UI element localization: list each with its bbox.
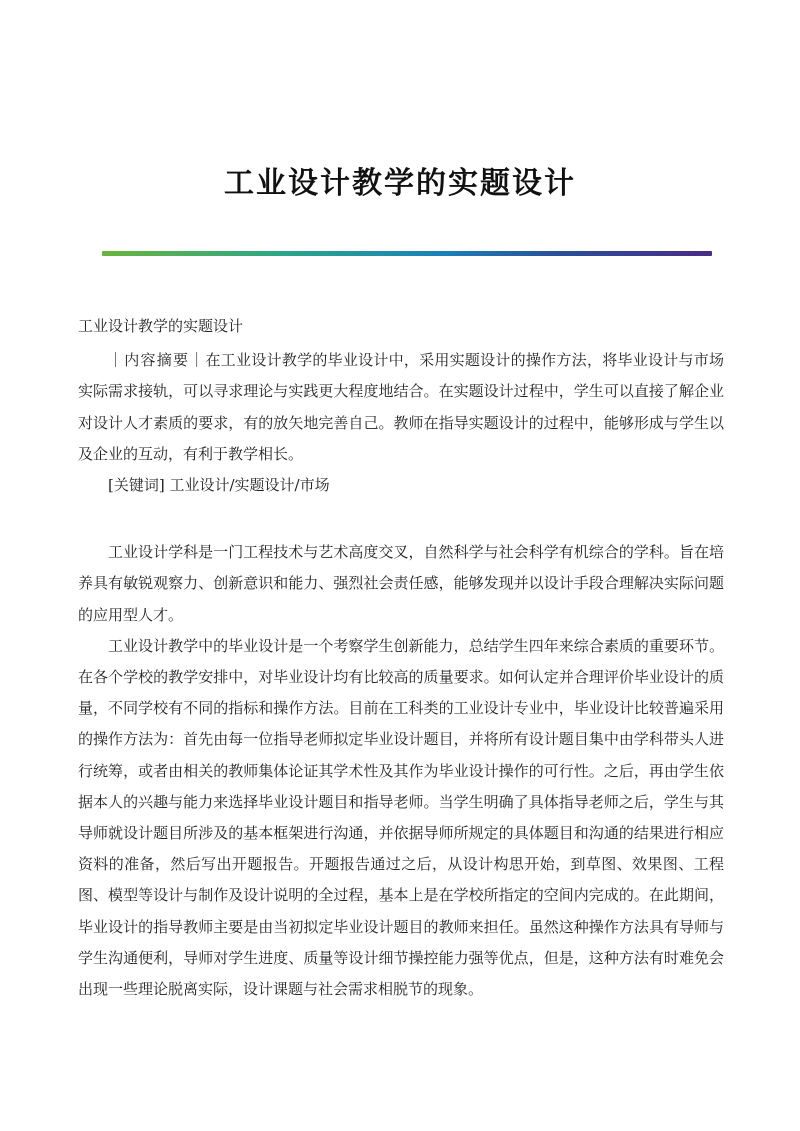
abstract-text: 在工业设计教学的毕业设计中，采用实题设计的操作方法，将毕业设计与市场实际需求接轨，可以寻求理论与实践更大程度地结合。在实题设计过程中，学生可以直接了解企业对设计人才素质的要求，有的放矢地完善自己。教师在指导实题设计的过程中，能够形成与学生以及企业的互动，有利于教学相长。 (78, 351, 724, 463)
abstract-label: ｜内容摘要｜ (108, 351, 206, 370)
keywords-paragraph (78, 470, 724, 501)
body-paragraph-2: 工业设计教学中的毕业设计是一个考察学生创新能力，总结学生四年来综合素质的重要环节。在各个学校的教学安排中，对毕业设计均有比较高的质量要求。如何认定并合理评价毕业设计的质量，不同学校有不同的指标和操作方法。目前在工科类的工业设计专业中，毕业设计比较普遍采用的操作方法为：首先由每一位指导老师拟定毕业设计题目，并将所有设计题目集中由学科带头人进行统筹，或者由相关的教师集体论证其学术性及其作为毕业设计操作的可行性。之后，再由学生依据本人的兴趣与能力来选择毕业设计题目和指导老师。当学生明确了具体指导老师之后，学生与其导师就设计题目所涉及的基本框架进行沟通，并依据导师所规定的具体题目和沟通的结果进行相应资料的准备，然后写出开题报告。开题报告通过之后，从设计构思开始，到草图、效果图、工程图、模型等设计与制作及设计说明的全过程，基本上是在学校所指定的空间内完成的。在此期间，毕业设计的指导教师主要是由当初拟定毕业设计题目的教师来担任。虽然这种操作方法具有导师与学生沟通便利，导师对学生进度、质量等设计细节操控能力强等优点，但是，这种方法有时难免会出现一些理论脱离实际，设计课题与社会需求相脱节的现象。 (78, 636, 724, 999)
page-title: 工业设计教学的实题设计 (224, 166, 576, 201)
document-body (78, 311, 724, 1005)
keywords-label: [关键词] (108, 476, 165, 495)
document-subtitle: 工业设计教学的实题设计 (78, 317, 244, 335)
body-paragraph-1: 工业设计学科是一门工程技术与艺术高度交叉，自然科学与社会科学有机综合的学科。旨在培养具有敏锐观察力、创新意识和能力、强烈社会责任感，能够发现并以设计手段合理解决实际问题的应用型人才。 (78, 543, 724, 624)
abstract-paragraph (78, 345, 724, 470)
title-divider (102, 251, 712, 256)
keywords-text: 工业设计/实题设计/市场 (169, 476, 330, 495)
